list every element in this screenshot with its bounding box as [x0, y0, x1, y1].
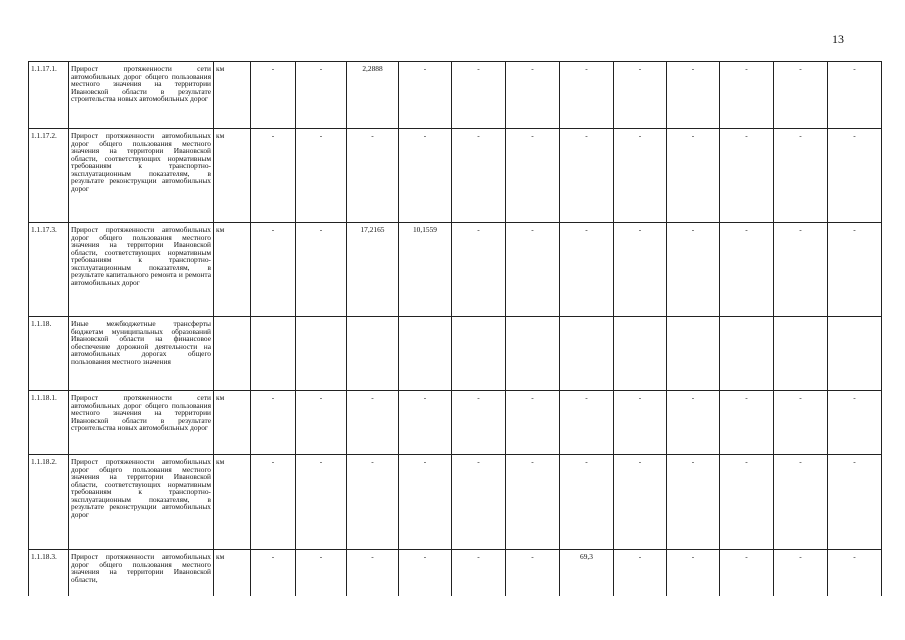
row-value-cell: - [774, 223, 828, 317]
row-value-cell [347, 317, 399, 391]
row-value-cell: - [296, 129, 347, 223]
row-value-cell: - [667, 129, 720, 223]
row-value-cell: - [296, 62, 347, 129]
row-value-cell: - [614, 550, 667, 596]
row-value-cell: - [828, 391, 882, 455]
row-value-cell: - [774, 391, 828, 455]
row-value-cell: - [774, 550, 828, 596]
row-name-cell: Иные межбюджетные трансферты бюджетам муниципальных образований Ивановской области на финансовое обеспечение дорожной деятельности на автомобильных дорогах общего пользования местного значения [69, 317, 214, 391]
row-value-cell [296, 317, 347, 391]
row-value-cell [667, 317, 720, 391]
row-value-cell: - [506, 455, 560, 550]
row-value-cell: - [296, 455, 347, 550]
row-value-cell: - [667, 62, 720, 129]
row-value-cell: - [560, 62, 614, 129]
row-value-cell [251, 317, 296, 391]
table-row [29, 129, 882, 223]
row-value-cell: 17,2165 [347, 223, 399, 317]
row-unit-cell: км [214, 223, 251, 317]
row-value-cell: - [720, 550, 774, 596]
row-value-cell: - [452, 550, 506, 596]
row-value-cell: - [399, 391, 452, 455]
row-value-cell: - [614, 62, 667, 129]
row-code-cell: 1.1.17.2. [29, 129, 69, 223]
row-value-cell: - [296, 550, 347, 596]
row-value-cell [720, 317, 774, 391]
row-value-cell: - [828, 223, 882, 317]
row-value-cell: - [560, 223, 614, 317]
row-value-cell: - [614, 223, 667, 317]
row-value-cell: - [452, 62, 506, 129]
row-value-cell: - [251, 223, 296, 317]
row-value-cell: - [828, 455, 882, 550]
row-name-cell: Прирост протяженности автомобильных дорог общего пользования местного значения на территории Ивановской области, соответствующих нормативным требованиям к транспортно-эксплуатационным показателям, в результате реконструкции автомобильных дорог [69, 455, 214, 550]
row-unit-cell: км [214, 455, 251, 550]
table-row [29, 62, 882, 129]
row-value-cell [614, 317, 667, 391]
row-value-cell: - [251, 391, 296, 455]
row-value-cell: - [667, 455, 720, 550]
row-value-cell: - [347, 391, 399, 455]
row-value-cell: - [720, 223, 774, 317]
row-value-cell: - [506, 550, 560, 596]
row-value-cell: - [399, 62, 452, 129]
row-name-cell: Прирост протяженности сети автомобильных дорог общего пользования местного значения на территории Ивановской области в результате строительства новых автомобильных дорог [69, 391, 214, 455]
row-unit-cell [214, 317, 251, 391]
row-value-cell: - [560, 455, 614, 550]
row-value-cell [399, 317, 452, 391]
row-value-cell: - [614, 455, 667, 550]
row-value-cell [828, 317, 882, 391]
row-value-cell: - [774, 62, 828, 129]
row-value-cell [452, 317, 506, 391]
row-value-cell: - [296, 223, 347, 317]
row-value-cell: - [667, 223, 720, 317]
row-name-cell: Прирост протяженности автомобильных дорог общего пользования местного значения на территории Ивановской области, соответствующих нормативным требованиям к транспортно-эксплуатационным показателям, в результате реконструкции автомобильных дорог [69, 129, 214, 223]
row-value-cell: - [774, 129, 828, 223]
row-value-cell: - [828, 129, 882, 223]
row-code-cell: 1.1.17.3. [29, 223, 69, 317]
row-value-cell: 10,1559 [399, 223, 452, 317]
row-value-cell: - [452, 223, 506, 317]
row-value-cell: - [720, 62, 774, 129]
row-value-cell: - [452, 391, 506, 455]
row-value-cell: - [251, 455, 296, 550]
row-unit-cell: км [214, 550, 251, 596]
table-row [29, 455, 882, 550]
row-unit-cell: км [214, 129, 251, 223]
row-value-cell: - [399, 455, 452, 550]
row-code-cell: 1.1.18. [29, 317, 69, 391]
row-unit-cell: км [214, 62, 251, 129]
row-value-cell: - [720, 129, 774, 223]
table-row [29, 317, 882, 391]
row-value-cell: - [506, 223, 560, 317]
table-row [29, 550, 882, 596]
row-value-cell [774, 317, 828, 391]
row-value-cell: - [506, 129, 560, 223]
row-value-cell: - [347, 129, 399, 223]
row-value-cell: - [399, 129, 452, 223]
row-value-cell: - [506, 391, 560, 455]
row-value-cell: - [296, 391, 347, 455]
row-value-cell: - [828, 62, 882, 129]
row-value-cell: - [251, 62, 296, 129]
row-value-cell: - [560, 391, 614, 455]
table-row [29, 223, 882, 317]
row-name-cell: Прирост протяженности сети автомобильных дорог общего пользования местного значения на территории Ивановской области в результате строительства новых автомобильных дорог [69, 62, 214, 129]
row-code-cell: 1.1.18.3. [29, 550, 69, 596]
row-unit-cell: км [214, 391, 251, 455]
table-row [29, 391, 882, 455]
row-value-cell: - [720, 455, 774, 550]
row-name-cell: Прирост протяженности автомобильных дорог общего пользования местного значения на территории Ивановской области, [69, 550, 214, 596]
row-value-cell: 2,2888 [347, 62, 399, 129]
row-code-cell: 1.1.18.2. [29, 455, 69, 550]
row-value-cell: - [452, 455, 506, 550]
row-value-cell: - [399, 550, 452, 596]
row-value-cell: - [251, 550, 296, 596]
row-code-cell: 1.1.17.1. [29, 62, 69, 129]
row-value-cell: - [347, 455, 399, 550]
row-value-cell: - [774, 455, 828, 550]
row-value-cell: - [667, 550, 720, 596]
row-value-cell [560, 317, 614, 391]
row-value-cell: - [251, 129, 296, 223]
row-value-cell: - [614, 129, 667, 223]
indicator-table [28, 61, 882, 596]
row-value-cell: - [614, 391, 667, 455]
row-value-cell: - [506, 62, 560, 129]
row-value-cell: - [720, 391, 774, 455]
row-value-cell [506, 317, 560, 391]
row-code-cell: 1.1.18.1. [29, 391, 69, 455]
row-value-cell: - [828, 550, 882, 596]
row-value-cell: - [560, 129, 614, 223]
page-number: 13 [832, 32, 844, 46]
row-value-cell: - [347, 550, 399, 596]
row-value-cell: - [452, 129, 506, 223]
row-value-cell: 69,3 [560, 550, 614, 596]
row-name-cell: Прирост протяженности автомобильных дорог общего пользования местного значения на территории Ивановской области, соответствующих нормативным требованиям к транспортно-эксплуатационным показателям, в результате капитального ремонта и ремонта автомобильных дорог [69, 223, 214, 317]
row-value-cell: - [667, 391, 720, 455]
